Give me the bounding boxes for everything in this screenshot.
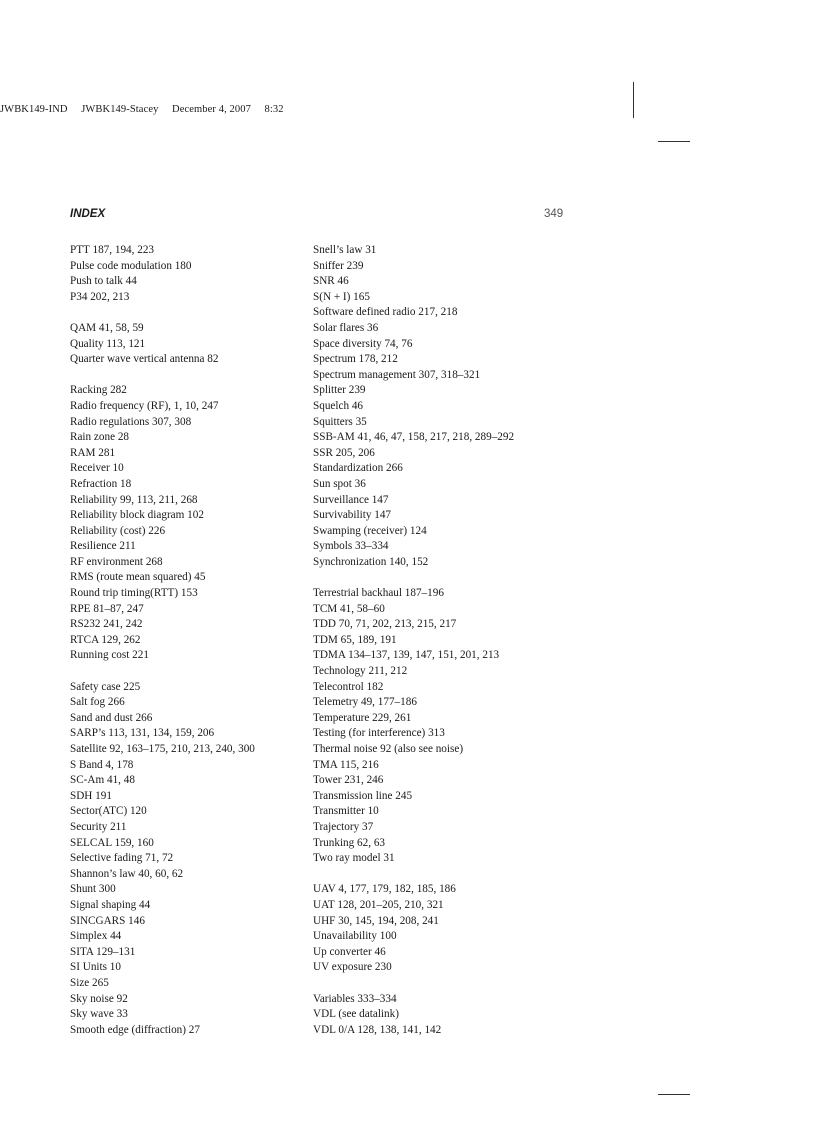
index-entry: Swamping (receiver) 124 <box>313 524 427 537</box>
index-entry: SNR 46 <box>313 275 349 288</box>
page-number: 349 <box>544 208 564 220</box>
index-entry: Surveillance 147 <box>313 493 389 506</box>
index-entry: Size 265 <box>70 976 109 989</box>
index-entry: Running cost 221 <box>70 649 149 662</box>
index-letter-gap <box>70 664 255 680</box>
index-entry: Squelch 46 <box>313 399 364 412</box>
index-entry: RMS (route mean squared) 45 <box>70 571 206 584</box>
index-entry: RTCA 129, 262 <box>70 633 141 646</box>
index-entry: Two ray model 31 <box>313 852 395 865</box>
index-entry: Salt fog 266 <box>70 696 125 709</box>
index-entry: SDH 191 <box>70 789 112 802</box>
index-entry: Survivability 147 <box>313 509 392 522</box>
index-entry: Signal shaping 44 <box>70 898 151 911</box>
index-letter-gap <box>313 867 514 883</box>
index-entry: SSB-AM 41, 46, 47, 158, 217, 218, 289–292 <box>313 431 515 444</box>
index-entry: Radio frequency (RF), 1, 10, 247 <box>70 399 219 412</box>
index-entry: Technology 211, 212 <box>313 665 408 678</box>
index-entry: Space diversity 74, 76 <box>313 337 413 350</box>
running-head: INDEX <box>70 208 106 220</box>
index-entry: Thermal noise 92 (also see noise) <box>313 743 464 755</box>
crop-mark-top <box>658 141 690 142</box>
index-entry: Transmitter 10 <box>313 805 379 818</box>
index-entry: TDMA 134–137, 139, 147, 151, 201, 213 <box>313 649 500 662</box>
index-entry: Resilience 211 <box>70 540 136 553</box>
index-entry: Spectrum 178, 212 <box>313 353 398 366</box>
index-entry: TDM 65, 189, 191 <box>313 633 397 646</box>
index-entry: UAV 4, 177, 179, 182, 185, 186 <box>313 883 456 896</box>
index-entry: Radio regulations 307, 308 <box>70 415 192 428</box>
index-entry: S Band 4, 178 <box>70 758 134 771</box>
index-letter-gap <box>313 976 514 992</box>
index-entry: Push to talk 44 <box>70 275 137 288</box>
index-entry: Selective fading 71, 72 <box>70 852 174 865</box>
index-letter-gap <box>313 570 514 586</box>
index-entry: SSR 205, 206 <box>313 446 375 459</box>
index-entry: UHF 30, 145, 194, 208, 241 <box>313 914 439 927</box>
index-entry: VDL (see datalink) <box>313 1008 399 1021</box>
index-entry: Variables 333–334 <box>313 992 397 1005</box>
index-entry: Reliability (cost) 226 <box>70 524 166 537</box>
index-entry: Symbols 33–334 <box>313 540 389 553</box>
index-entry: Sector(ATC) 120 <box>70 805 147 818</box>
index-entry: Round trip timing(RTT) 153 <box>70 587 198 600</box>
index-entry: Tower 231, 246 <box>313 774 384 787</box>
index-entry: Quarter wave vertical antenna 82 <box>70 353 219 366</box>
index-entry: Up converter 46 <box>313 945 386 958</box>
index-entry: VDL 0/A 128, 138, 141, 142 <box>313 1023 442 1036</box>
index-entry: Sun spot 36 <box>313 477 366 490</box>
index-entry: Snell’s law 31 <box>313 244 377 256</box>
index-entry: Telemetry 49, 177–186 <box>313 696 417 709</box>
index-entry: Transmission line 245 <box>313 789 413 802</box>
index-entry: Receiver 10 <box>70 462 124 475</box>
index-entry: P34 202, 213 <box>70 290 130 303</box>
index-entry: QAM 41, 58, 59 <box>70 321 144 334</box>
index-entry: Testing (for interference) 313 <box>313 727 445 740</box>
index-entry: Temperature 229, 261 <box>313 711 412 724</box>
index-entry: Rain zone 28 <box>70 431 130 444</box>
index-entry: Synchronization 140, 152 <box>313 555 429 568</box>
index-entry: Simplex 44 <box>70 930 122 943</box>
index-column-right <box>313 243 514 1038</box>
index-entry: Terrestrial backhaul 187–196 <box>313 587 444 600</box>
print-slug: JWBK149-IND JWBK149-Stacey December 4, 2007 8:32 <box>0 104 284 115</box>
index-entry: Racking 282 <box>70 384 127 397</box>
index-entry: Spectrum management 307, 318–321 <box>313 368 481 381</box>
index-entry: SC-Am 41, 48 <box>70 774 135 787</box>
index-letter-gap <box>70 305 255 321</box>
index-entry: RS232 241, 242 <box>70 618 143 631</box>
index-entry: Satellite 92, 163–175, 210, 213, 240, 300 <box>70 743 255 755</box>
index-entry: SELCAL 159, 160 <box>70 836 154 849</box>
index-entry: TDD 70, 71, 202, 213, 215, 217 <box>313 618 457 631</box>
crop-mark-vertical <box>633 82 634 118</box>
index-entry: TCM 41, 58–60 <box>313 602 385 615</box>
index-entry: Pulse code modulation 180 <box>70 259 192 272</box>
index-entry: Sky wave 33 <box>70 1008 128 1021</box>
crop-mark-bottom <box>658 1094 690 1095</box>
index-entry: SINCGARS 146 <box>70 914 145 927</box>
index-entry: Sky noise 92 <box>70 992 128 1005</box>
index-entry: TMA 115, 216 <box>313 758 379 771</box>
index-entry: RPE 81–87, 247 <box>70 602 144 615</box>
index-entry: SARP’s 113, 131, 134, 159, 206 <box>70 727 215 740</box>
index-entry: PTT 187, 194, 223 <box>70 244 155 256</box>
index-letter-gap <box>70 368 255 384</box>
index-entry: Telecontrol 182 <box>313 680 384 693</box>
index-entry: Reliability 99, 113, 211, 268 <box>70 493 198 506</box>
index-entry: SITA 129–131 <box>70 945 136 958</box>
index-entry: Security 211 <box>70 820 127 833</box>
index-entry: Refraction 18 <box>70 477 132 490</box>
index-entry: Sand and dust 266 <box>70 711 153 724</box>
index-entry: S(N + I) 165 <box>313 290 370 303</box>
index-entry: Trajectory 37 <box>313 820 374 833</box>
index-entry: Shunt 300 <box>70 883 116 896</box>
index-entry: Quality 113, 121 <box>70 337 146 350</box>
index-entry: RF environment 268 <box>70 555 163 568</box>
index-entry: SI Units 10 <box>70 961 121 974</box>
index-entry: Smooth edge (diffraction) 27 <box>70 1023 200 1036</box>
index-entry: Software defined radio 217, 218 <box>313 306 458 319</box>
index-entry: Standardization 266 <box>313 462 403 475</box>
index-entry: Splitter 239 <box>313 384 366 397</box>
index-entry: Unavailability 100 <box>313 930 397 943</box>
index-entry: Squitters 35 <box>313 415 367 428</box>
index-entry: UV exposure 230 <box>313 961 392 974</box>
index-entry: UAT 128, 201–205, 210, 321 <box>313 898 444 911</box>
index-entry: Solar flares 36 <box>313 321 379 334</box>
index-entry: Shannon’s law 40, 60, 62 <box>70 867 184 880</box>
index-column-left <box>70 243 255 1038</box>
index-entry: Reliability block diagram 102 <box>70 509 204 522</box>
index-entry: Sniffer 239 <box>313 259 364 272</box>
index-entry: Trunking 62, 63 <box>313 836 386 849</box>
index-entry: Safety case 225 <box>70 680 141 693</box>
index-entry: RAM 281 <box>70 446 116 459</box>
